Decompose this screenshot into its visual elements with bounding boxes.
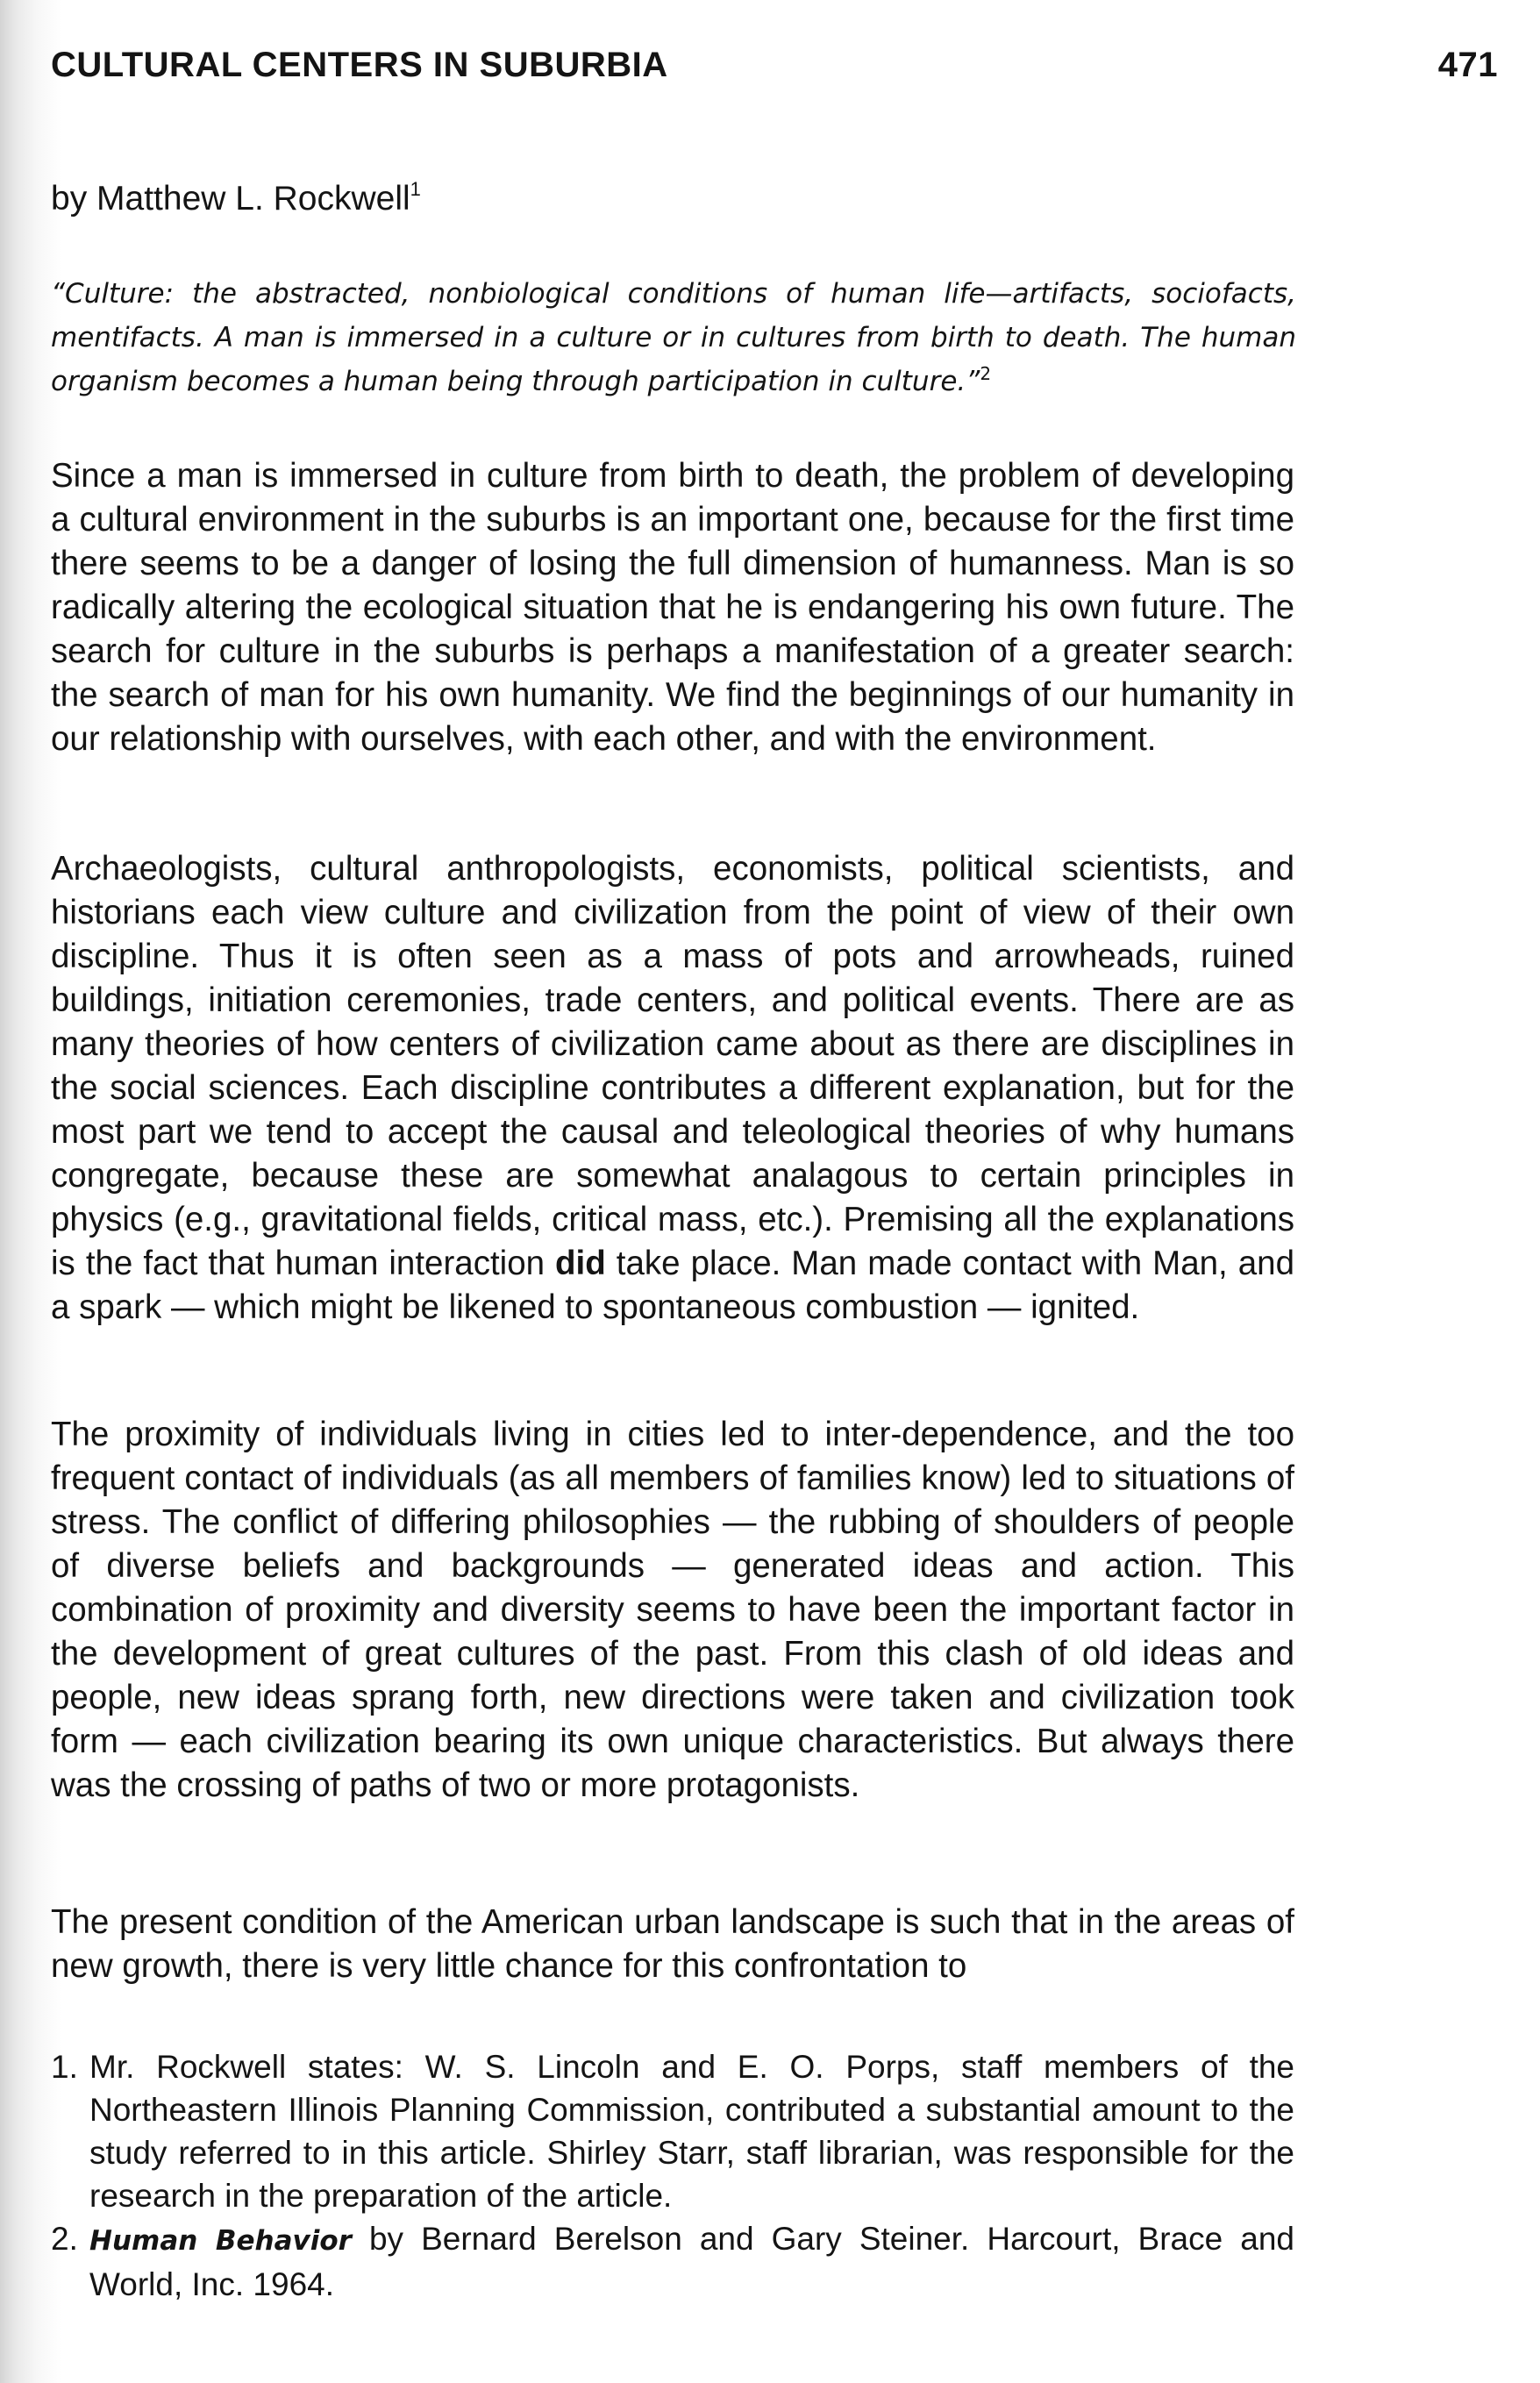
footnote-2-book-title: Human Behavior: [89, 2225, 352, 2257]
chapter-title: CULTURAL CENTERS IN SUBURBIA: [51, 46, 668, 84]
paragraph-2: [51, 847, 1294, 1330]
emphasis-did: did: [555, 1245, 606, 1282]
author-name: by Matthew L. Rockwell: [51, 180, 410, 218]
author-byline: [51, 180, 421, 218]
paragraph-2-text-end: take place. Man made contact with Man, and a spark — which might be likened to spontaneous combustion — ignited.: [51, 1245, 1295, 1326]
footnote-2-number: 2.: [51, 2221, 78, 2257]
footnote-marker-1: 1: [410, 178, 421, 200]
paragraph-4: The present condition of the American urban landscape is such that in the areas of new growth, there is very little chance for this confrontation to: [51, 1903, 1294, 1985]
paragraph-2-text-start: Archaeologists, cultural anthropologists, economists, political scientists, and historians each view culture and civilization from the point of view of their own discipline. Thus it is often seen as a mass of pots and arrowheads, ruined buildings, initiation ceremonies, trade centers, and political events. There are as many theories of how centers of civilization came about as there are disciplines in the social sciences. Each discipline contributes a different explanation, but for the most part we tend to accept the causal and teleological theories of why humans congregate, because these are somewhat analagous to certain principles in physics (e.g., gravitational fields, critical mass, etc.). Premising all the explanations is the fact that human interaction: [51, 850, 1294, 1282]
footnotes: [51, 2045, 1294, 2306]
footnote-2-text: by Bernard Berelson and Gary Steiner. Harcourt, Brace and World, Inc. 1964.: [89, 2221, 1294, 2302]
footnote-marker-2: 2: [980, 363, 992, 384]
footnote-1: [51, 2045, 1294, 2217]
paragraph-1: Since a man is immersed in culture from birth to death, the problem of developing a cultural environment in the suburbs is an important one, because for the first time there seems to be a danger of losing the full dimension of humanness. Man is so radically altering the ecological situation that he is endangering his own future. The search for culture in the suburbs is perhaps a manifestation of a greater search: the search of man for his own humanity. We find the beginnings of our humanity in our relationship with ourselves, with each other, and with the environment.: [51, 457, 1294, 758]
paragraph-3: The proximity of individuals living in cities led to inter-dependence, and the too frequent contact of individuals (as all members of families know) led to situations of stress. The conflict of differing philosophies — the rubbing of shoulders of people of diverse beliefs and backgrounds — generated ideas and action. This combination of proximity and diversity seems to have been the important factor in the development of great cultures of the past. From this clash of old ideas and people, new ideas sprang forth, new directions were taken and civilization took form — each civilization bearing its own unique characteristics. But always there was the crossing of paths of two or more protagonists.: [51, 1416, 1294, 1804]
page-number: 471: [1437, 46, 1498, 84]
epigraph-quote: [51, 272, 1296, 403]
footnote-2: [51, 2217, 1294, 2306]
running-head: [51, 46, 1498, 89]
epigraph-text: “Culture: the abstracted, nonbiological conditions of human life—artifacts, sociofacts, mentifacts. A man is immersed in a culture or in cultures from birth to death. The human organism becomes a human being through participation in culture.”: [51, 278, 1296, 397]
footnote-1-number: 1.: [51, 2049, 78, 2085]
footnote-1-text: Mr. Rockwell states: W. S. Lincoln and E. O. Porps, staff members of the Northeastern Illinois Planning Commission, contributed a substantial amount to the study referred to in this article. Shirley Starr, staff librarian, was responsible for the research in the preparation of the article.: [89, 2049, 1294, 2214]
